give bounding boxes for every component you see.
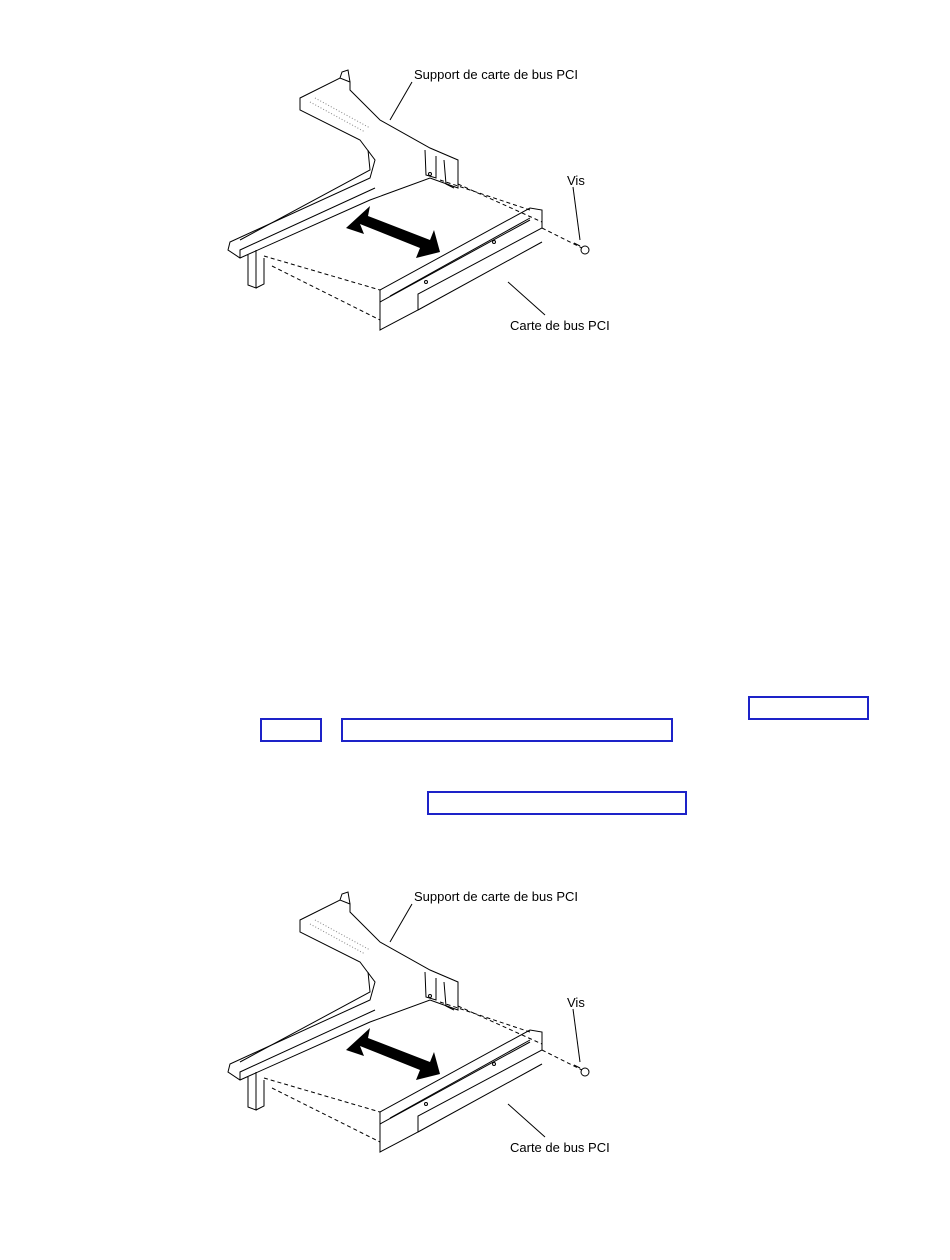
link-box-3[interactable]	[341, 718, 673, 742]
label-card: Carte de bus PCI	[510, 318, 610, 333]
card-leader-line	[508, 282, 545, 315]
link-box-4[interactable]	[427, 791, 687, 815]
screw-shape	[581, 1068, 589, 1076]
pci-riser-diagram-2	[200, 882, 660, 1182]
pci-riser-diagram	[200, 60, 660, 360]
bracket-leader-line	[390, 904, 412, 942]
illustration-install-pci-card	[200, 882, 660, 1182]
riser-bracket-shape	[228, 78, 458, 258]
label-bracket: Support de carte de bus PCI	[414, 889, 579, 904]
link-box-1[interactable]	[748, 696, 869, 720]
screw-shape	[581, 246, 589, 254]
bracket-leader-line	[390, 82, 412, 120]
link-box-2[interactable]	[260, 718, 322, 742]
riser-bracket-shape	[228, 900, 458, 1080]
screw-leader-line	[573, 187, 580, 240]
illustration-remove-pci-card	[200, 60, 660, 360]
label-bracket: Support de carte de bus PCI	[414, 67, 579, 82]
double-arrow-icon	[346, 1028, 440, 1080]
screw-leader-line	[573, 1009, 580, 1062]
label-card: Carte de bus PCI	[510, 1140, 610, 1155]
label-screw: Vis	[567, 995, 585, 1010]
double-arrow-icon	[346, 206, 440, 258]
label-screw: Vis	[567, 173, 585, 188]
card-leader-line	[508, 1104, 545, 1137]
